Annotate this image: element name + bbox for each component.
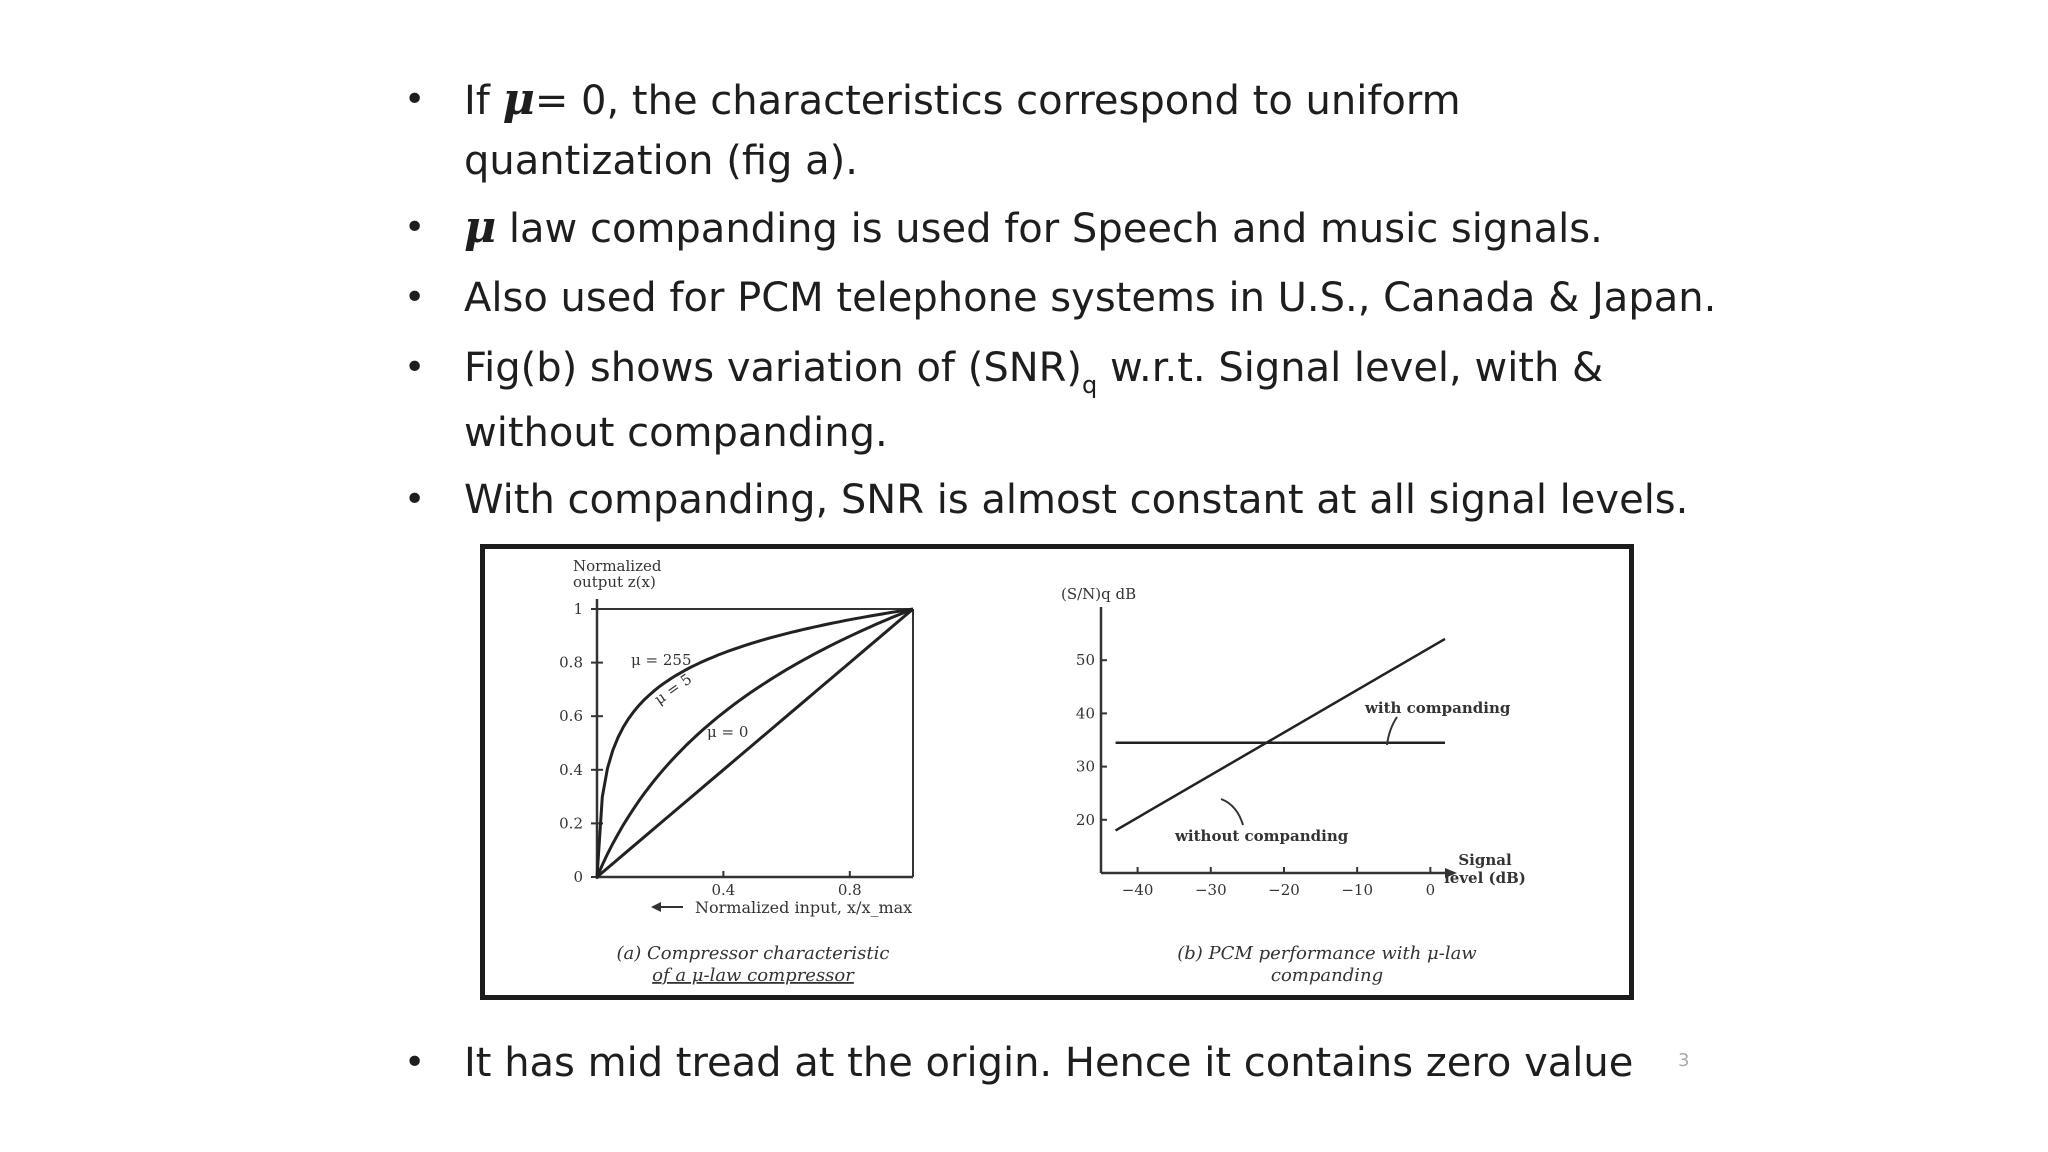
y-tick-label-a: 0.6 — [559, 707, 583, 726]
bullet-5-text: With companding, SNR is almost constant at all signal levels. — [464, 477, 1689, 523]
label-without-companding: without companding — [1175, 827, 1349, 845]
bullet-marker: • — [404, 277, 426, 318]
caption-line2-a: of a μ-law compressor — [652, 965, 854, 986]
line-without-companding — [1116, 639, 1445, 831]
x-axis-label-line1-b: Signal — [1458, 851, 1512, 869]
x-tick-label-b: 0 — [1425, 881, 1436, 899]
x-axis-label-a: Normalized input, x/x_max — [695, 898, 913, 917]
bullet-2-text: law companding is used for Speech and music signals. — [496, 206, 1603, 252]
y-tick-label-b: 30 — [1075, 757, 1095, 776]
y-tick-label-b: 50 — [1075, 651, 1095, 670]
x-axis-label-line2-b: level (dB) — [1444, 869, 1526, 887]
bullet-6-text: It has mid tread at the origin. Hence it contains zero value — [464, 1040, 1634, 1086]
bullet-4-text: Fig(b) shows variation of (SNR) — [464, 345, 1083, 391]
y-tick-label-a: 0.8 — [559, 653, 583, 672]
y-tick-label-a: 0.4 — [559, 760, 583, 779]
caption-line2-b: companding — [1270, 965, 1384, 986]
subscript-q: q — [1082, 371, 1098, 399]
y-tick-label-b: 20 — [1075, 810, 1095, 829]
page-number: 3 — [1678, 1050, 1690, 1071]
bullet-marker: • — [404, 1042, 426, 1083]
bullet-marker: • — [404, 347, 426, 388]
bullet-1-text: = 0, the characteristics correspond to uniform — [534, 78, 1461, 124]
bullet-1-pre: If — [464, 78, 503, 124]
figure-canvas — [485, 549, 1629, 995]
caption-line1-a: (a) Compressor characteristic — [616, 943, 890, 964]
y-tick-label-a: 1 — [573, 600, 583, 618]
bullet-marker: • — [404, 479, 426, 520]
label-with-companding: with companding — [1365, 699, 1511, 717]
bullet-marker: • — [404, 207, 426, 248]
curve-label-mu-0: μ = 0 — [707, 723, 749, 741]
x-tick-label-b: −40 — [1121, 881, 1154, 899]
bullet-marker: • — [404, 79, 426, 120]
x-tick-label-a: 0.8 — [837, 881, 862, 899]
bullet-4-line2: without companding. — [464, 410, 888, 456]
xlabel-arrow-head-a — [651, 902, 661, 912]
bullet-1-line2: quantization (fig a). — [464, 138, 858, 184]
y-tick-label-a: 0 — [573, 868, 583, 886]
x-tick-label-b: −20 — [1268, 881, 1300, 899]
bullet-3-text: Also used for PCM telephone systems in U.S., Canada & Japan. — [464, 275, 1717, 321]
bullet-4-post: w.r.t. Signal level, with & — [1097, 345, 1604, 391]
x-tick-label-a: 0.4 — [711, 881, 736, 899]
curve-mu-0 — [597, 609, 913, 877]
figure-frame — [480, 544, 1634, 1000]
x-tick-label-b: −30 — [1194, 881, 1227, 899]
y-tick-label-b: 40 — [1075, 704, 1095, 723]
leader-with-companding — [1387, 717, 1397, 745]
y-axis-label-b: (S/N)q dB — [1061, 585, 1137, 603]
x-tick-label-b: −10 — [1341, 881, 1373, 899]
curve-label-mu-5: μ = 5 — [650, 669, 696, 709]
y-axis-label-line2-a: output z(x) — [573, 573, 656, 591]
caption-line1-b: (b) PCM performance with μ-law — [1177, 943, 1477, 964]
mu-symbol: μ — [464, 202, 497, 253]
mu-symbol: μ — [502, 74, 535, 125]
y-tick-label-a: 0.2 — [559, 814, 583, 833]
y-axis-label-line1-a: Normalized — [573, 557, 662, 575]
leader-without-companding — [1221, 799, 1243, 825]
curve-label-mu-255: μ = 255 — [631, 651, 692, 669]
